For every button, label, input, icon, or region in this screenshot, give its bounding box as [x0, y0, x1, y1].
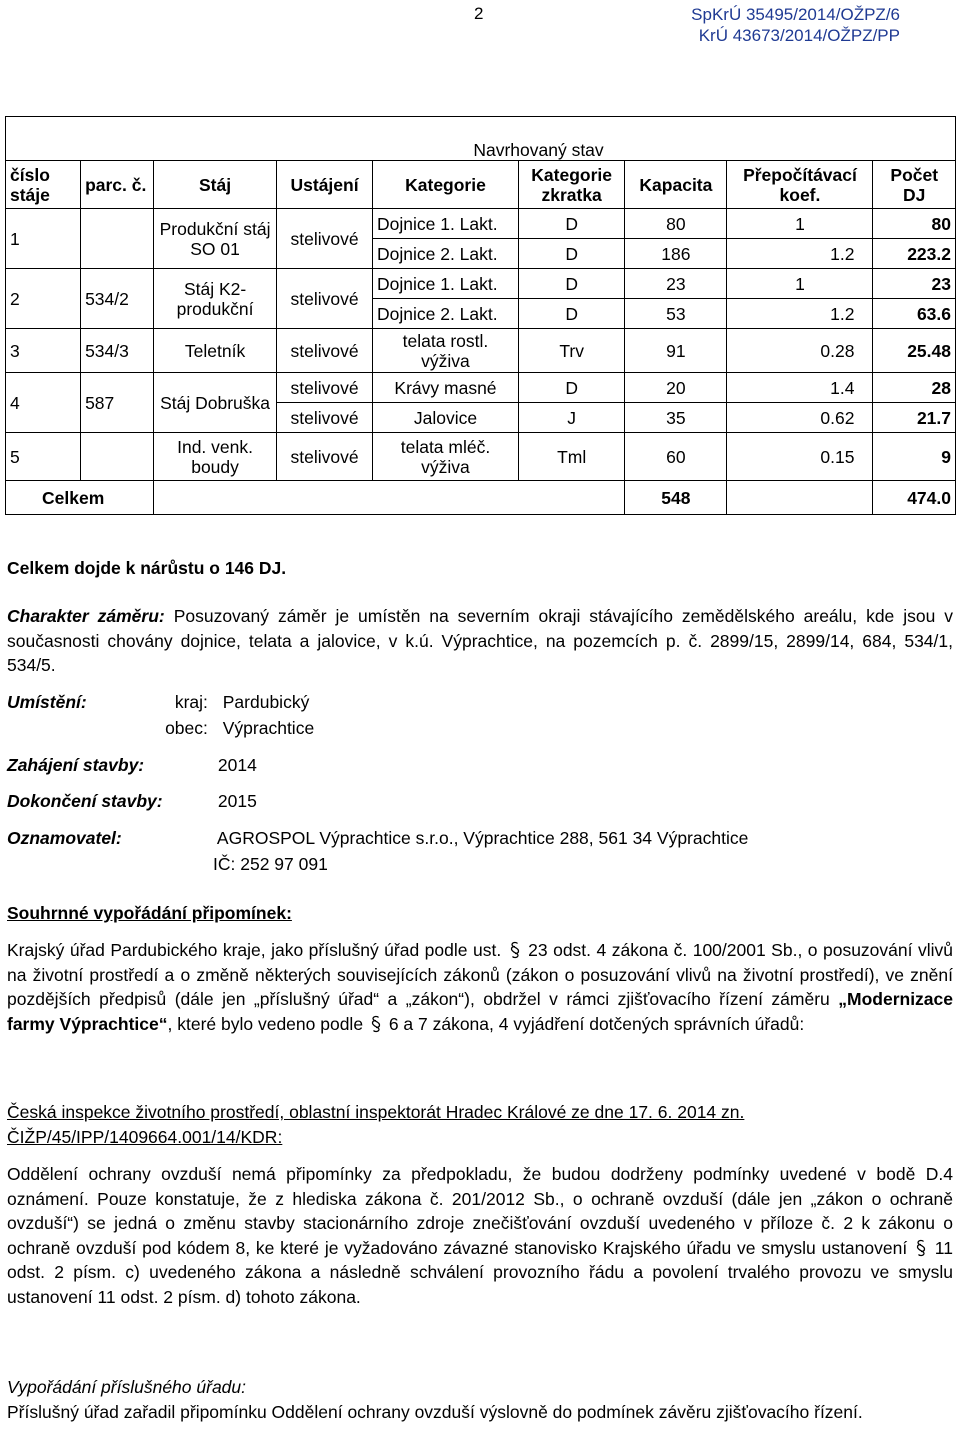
cell-kategorie: Jalovice — [373, 403, 519, 433]
cizp-text-a: Oddělení ochrany ovzduší nemá připomínky za předpokladu, že budou dodrženy podmínky uvedené v bodě D.4 oznámení. Pouze konstatuje, že z hlediska zákona č. 201/2012 Sb., o ochraně ovzduší (dále jen „zákon o ochraně ovzduší“) se jedná o změnu stavby stacionárního zdroje znečišťování ovzduší uvedeného v příloze č. 2 k zákonu o ochraně ovzduší pod kódem 8, ke které je vyžadováno závazné stanovisko Krajského úřadu ve smyslu ustanovení — [7, 1164, 953, 1258]
souhrnne-heading: Souhrnné vypořádání připomínek: — [7, 903, 292, 923]
cell-koef: 1.2 — [727, 239, 873, 269]
obec-row — [7, 716, 314, 740]
cell-parc — [81, 433, 154, 481]
table-row — [6, 433, 956, 481]
table-row — [6, 373, 956, 403]
cell-kapacita: 20 — [625, 373, 727, 403]
souhrnne-text-c: , které bylo vedeno podle — [167, 1013, 364, 1034]
cell-zkratka: D — [518, 299, 624, 329]
dokonceni-value: 2015 — [217, 791, 257, 811]
cell-dj: 80 — [873, 209, 956, 239]
cell-cislo: 1 — [6, 209, 81, 269]
kraj-value: Pardubický — [222, 692, 310, 712]
header-pocet-dj: Počet DJ — [873, 161, 956, 209]
cell-kategorie: telata mléč. výživa — [373, 433, 519, 481]
obec-label: obec: — [165, 718, 208, 738]
zahajeni-row — [7, 753, 257, 777]
cell-cislo: 5 — [6, 433, 81, 481]
section-sign-icon — [368, 1014, 384, 1034]
cell-parc: 534/3 — [81, 329, 154, 373]
table-row — [6, 269, 956, 299]
cell-kapacita: 35 — [625, 403, 727, 433]
project-name: „Modernizace farmy Výprachtice“ — [7, 989, 953, 1034]
cell-kategorie: telata rostl. výživa — [373, 329, 519, 373]
page-header — [0, 2, 960, 46]
cell-kapacita: 53 — [625, 299, 727, 329]
obec-value: Výprachtice — [222, 718, 315, 738]
table-title: Navrhovaný stav — [6, 117, 956, 161]
cell-dj: 25.48 — [873, 329, 956, 373]
cell-kapacita: 186 — [625, 239, 727, 269]
cell-kategorie: Dojnice 1. Lakt. — [373, 269, 519, 299]
table-header-row — [6, 161, 956, 209]
total-dj: 474.0 — [873, 481, 956, 515]
umisteni-row — [7, 690, 309, 714]
header-cislo-staje: číslo stáje — [6, 161, 81, 209]
souhrnne-paragraph — [7, 938, 953, 1036]
umisteni-label: Umístění: — [7, 692, 87, 712]
header-prepocitavaci: Přepočítávací koef. — [727, 161, 873, 209]
reference-line-1: SpKrÚ 35495/2014/OŽPZ/6 — [691, 5, 900, 24]
reference-line-2: KrÚ 43673/2014/OŽPZ/PP — [698, 26, 900, 45]
cell-dj: 23 — [873, 269, 956, 299]
table-row — [6, 209, 956, 239]
header-kategorie: Kategorie — [373, 161, 519, 209]
cell-koef: 0.15 — [727, 433, 873, 481]
kraj-label: kraj: — [174, 692, 208, 712]
oznamovatel-label: Oznamovatel: — [7, 828, 122, 848]
cell-koef: 0.62 — [727, 403, 873, 433]
cell-staj: Stáj Dobruška — [154, 373, 277, 433]
total-kapacita: 548 — [625, 481, 727, 515]
dokonceni-label: Dokončení stavby: — [7, 791, 163, 811]
dokonceni-row — [7, 789, 257, 813]
cell-dj: 28 — [873, 373, 956, 403]
section-sign-icon — [913, 1238, 929, 1258]
cell-kapacita: 91 — [625, 329, 727, 373]
souhrnne-text-b: 23 odst. 4 zákona č. 100/2001 Sb., o posuzování vlivů na životní prostředí a o změně některých souvisejících zákonů (zákon o posuzování vlivů na životní prostředí), ve znění pozdějších předpisů (dále jen „příslušný úřad“ a „zákon“), obdržel v rámci zjišťovacího řízení záměru — [7, 940, 953, 1009]
souhrnne-text-d: 6 a 7 zákona, 4 vyjádření dotčených správních úřadů: — [388, 1013, 805, 1034]
section-sign-icon — [507, 940, 523, 960]
header-parc: parc. č. — [81, 161, 154, 209]
charakter-paragraph — [7, 604, 953, 678]
cell-dj: 21.7 — [873, 403, 956, 433]
cizp-paragraph — [7, 1162, 953, 1309]
cell-cislo: 4 — [6, 373, 81, 433]
souhrnne-text-a: Krajský úřad Pardubického kraje, jako příslušný úřad podle ust. — [7, 940, 502, 960]
header-kategorie-zkratka: Kategorie zkratka — [518, 161, 624, 209]
table-row — [6, 329, 956, 373]
cell-zkratka: J — [518, 403, 624, 433]
cell-dj: 9 — [873, 433, 956, 481]
charakter-label: Charakter záměru: — [7, 606, 165, 626]
cell-parc: 587 — [81, 373, 154, 433]
cell-koef: 0.28 — [727, 329, 873, 373]
cell-dj: 63.6 — [873, 299, 956, 329]
cell-kategorie: Dojnice 2. Lakt. — [373, 239, 519, 269]
oznamovatel-line1: AGROSPOL Výprachtice s.r.o., Výprachtice 288, 561 34 Výprachtice — [216, 828, 749, 848]
oznamovatel-ico: IČ: 252 97 091 — [213, 854, 328, 874]
total-label: Celkem — [6, 481, 154, 515]
increase-summary: Celkem dojde k nárůstu o 146 DJ. — [7, 558, 287, 578]
cell-kapacita: 60 — [625, 433, 727, 481]
cell-koef: 1.2 — [727, 299, 873, 329]
cell-ustajeni: stelivové — [277, 373, 373, 403]
cell-zkratka: D — [518, 239, 624, 269]
cell-koef: 1 — [727, 269, 873, 299]
cell-ustajeni: stelivové — [277, 209, 373, 269]
cell-staj: Stáj K2-produkční — [154, 269, 277, 329]
zahajeni-label: Zahájení stavby: — [7, 755, 145, 775]
cizp-heading: Česká inspekce životního prostředí, oblastní inspektorát Hradec Králové ze dne 17. 6. 2014 zn. ČIŽP/45/IPP/1409664.001/14/KDR: — [7, 1102, 745, 1147]
cell-dj: 223.2 — [873, 239, 956, 269]
oznamovatel-row — [7, 826, 748, 850]
cell-ustajeni: stelivové — [277, 403, 373, 433]
zahajeni-value: 2014 — [217, 755, 257, 775]
cell-kategorie: Dojnice 2. Lakt. — [373, 299, 519, 329]
header-kapacita: Kapacita — [625, 161, 727, 209]
cell-ustajeni: stelivové — [277, 269, 373, 329]
cell-parc: 534/2 — [81, 269, 154, 329]
cell-ustajeni: stelivové — [277, 329, 373, 373]
cell-ustajeni: stelivové — [277, 433, 373, 481]
reference-numbers — [691, 4, 900, 46]
livestock-table — [5, 116, 956, 515]
cell-koef: 1 — [727, 209, 873, 239]
cell-zkratka: Tml — [518, 433, 624, 481]
cell-kategorie: Krávy masné — [373, 373, 519, 403]
cell-zkratka: Trv — [518, 329, 624, 373]
cell-parc — [81, 209, 154, 269]
cell-staj: Teletník — [154, 329, 277, 373]
cell-koef: 1.4 — [727, 373, 873, 403]
cell-cislo: 2 — [6, 269, 81, 329]
cell-zkratka: D — [518, 209, 624, 239]
cell-kapacita: 80 — [625, 209, 727, 239]
vyporadani-heading: Vypořádání příslušného úřadu: — [7, 1377, 247, 1397]
page-number: 2 — [474, 4, 484, 23]
header-ustajeni: Ustájení — [277, 161, 373, 209]
table-total-row — [6, 481, 956, 515]
cell-cislo: 3 — [6, 329, 81, 373]
cell-zkratka: D — [518, 269, 624, 299]
cell-zkratka: D — [518, 373, 624, 403]
cizp-text-b: 11 odst. 2 písm. c) uvedeného zákona a následně schválení provozního řádu a povolení trvalého provozu ve smyslu ustanovení 11 odst. 2 písm. d) tohoto zákona. — [7, 1237, 953, 1307]
cell-staj: Ind. venk. boudy — [154, 433, 277, 481]
cell-staj: Produkční stáj SO 01 — [154, 209, 277, 269]
charakter-text: Posuzovaný záměr je umístěn na severním okraji stávajícího zemědělského areálu, kde jsou v současnosti chovány dojnice, telata a jalovice, v k.ú. Výprachtice, na pozemcích p. č. 2899/15, 2899/14, 684, 534/1, 534/5. — [7, 606, 954, 675]
header-staj: Stáj — [154, 161, 277, 209]
cell-kapacita: 23 — [625, 269, 727, 299]
cell-kategorie: Dojnice 1. Lakt. — [373, 209, 519, 239]
vyporadani-paragraph: Příslušný úřad zařadil připomínku Oddělení ochrany ovzduší výslovně do podmínek závěru zjišťovacího řízení. — [7, 1402, 863, 1422]
